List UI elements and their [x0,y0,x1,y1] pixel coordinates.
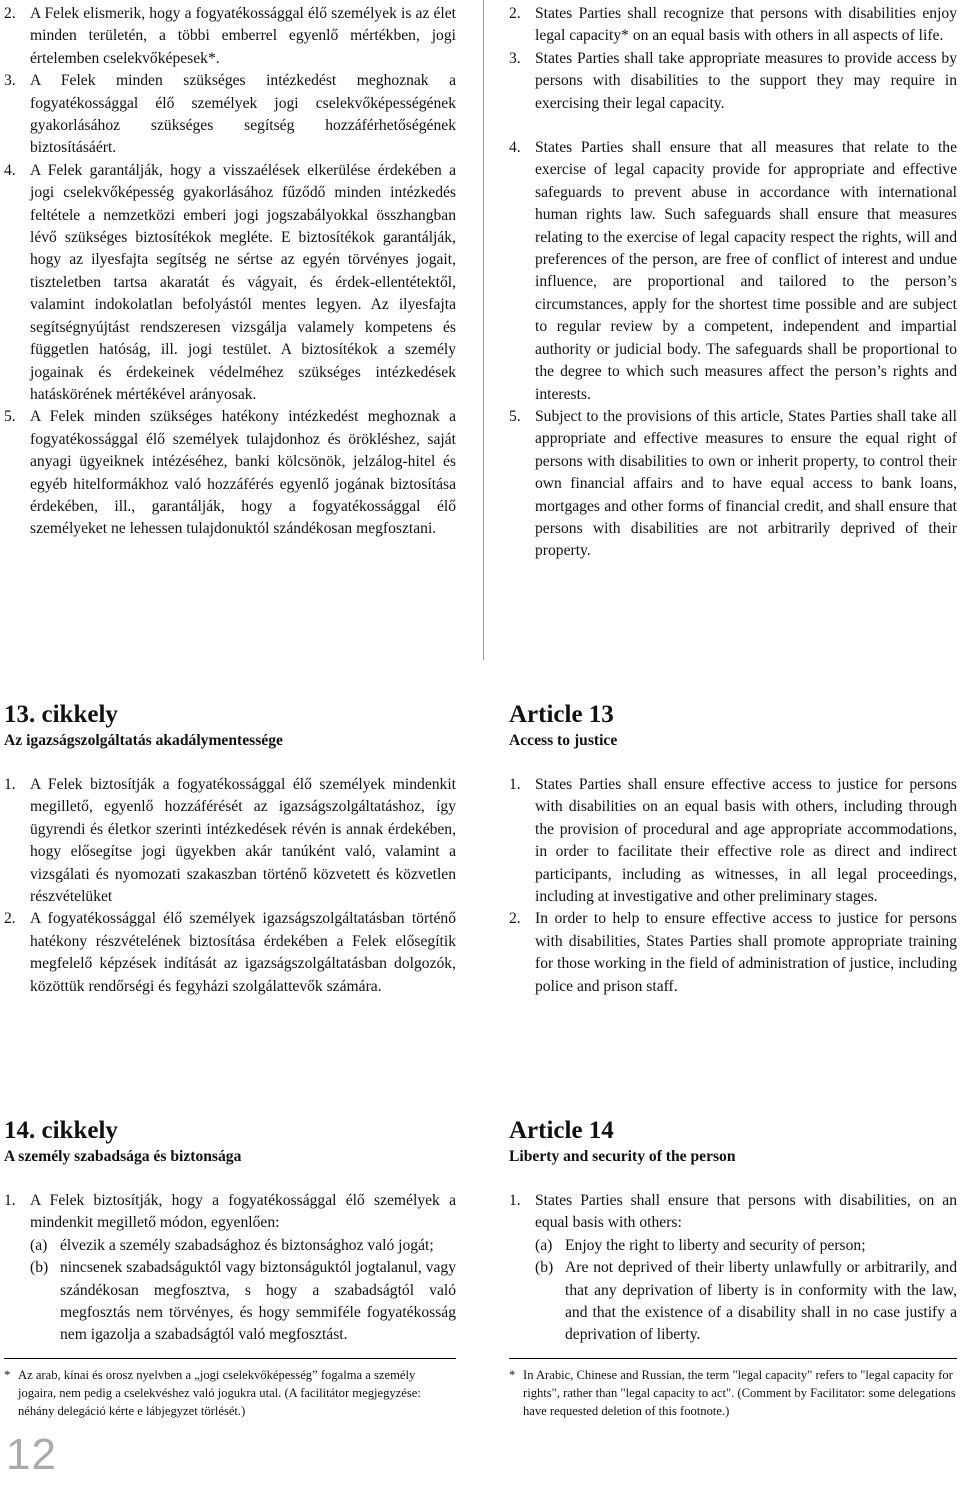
list-item: 1. A Felek biztosítják, hogy a fogyatékossággal élő személyek a mindenkit megillető módon, egyenlően: [4,1192,456,1232]
column-separator [483,0,484,660]
article-title: 14. cikkely [4,1117,118,1144]
footnote-en: * In Arabic, Chinese and Russian, the term "legal capacity" refers to "legal capacity for rights", rather than "legal capacity to act". (Comment by Facilitator: some delegations have requested deletion of this footnote.) [509,1368,956,1418]
article-14-en [509,1116,957,1347]
page-number: 12 [6,1430,57,1479]
list-item: 4. A Felek garantálják, hogy a visszaélések elkerülése érdekében a jogi cselekvőképesség gyakorlásához fűződő minden intézkedés feltétele a nemzetközi emberi jogi jogszabályokkal összhangban lévő szükséges biztosítékok megléte. E biztosítékok garantálják, hogy az ilyesfajta segítség ne sértse az egyén törvényes jogait, tiszteletben tartsa akaratát és vágyait, és érdek-ellentétektől, valamint indokolatlan befolyástól mentes legyen. Az ilyesfajta segítségnyújtást rendszeresen vizsgálja valamely kompetens és független hatóság, ill. jogi testület. A biztosítékok a személy jogainak és érdekeinek védelméhez szükséges intézkedések hatáskörének mértékével arányosak. [4,161,456,403]
list-item: 1. A Felek biztosítják a fogyatékossággal élő személyek mindenkit megillető, egyenlő hozzáférését az igazságszolgáltatáshoz, így ügyrendi és életkor szerinti intézkedések révén is annak érdekében, hogy elősegítse jogi ügyekben akár tanúként való, valamint a vizsgálati és nyomozati szakaszban történő közvetett és közvetlen részvételüket [4,776,456,906]
footnote-hu: * Az arab, kínai és orosz nyelvben a „jogi cselekvőképesség” fogalma a személy jogaira, nem pedig a cselekvéshez való jogukra utal. (A facilitátor megjegyzése: néhány delegáció kérte e lábjegyzet törlését.) [4,1368,421,1418]
footnote-rule [4,1358,456,1359]
list-item: 2. A fogyatékossággal élő személyek igazságszolgáltatásban történő hatékony részvételének biztosítása érdekében a Felek elősegítik megfelelő képzések indítását az igazságszolgáltatásban dolgozók, közöttük rendőrségi és fegyházi szolgálattevők számára. [4,910,456,995]
sub-list-item: (a) Enjoy the right to liberty and security of person; [535,1236,866,1254]
list-item: 2. States Parties shall recognize that persons with disabilities enjoy legal capacity* on an equal basis with others in all aspects of life. [509,5,957,45]
article-subtitle: Az igazságszolgáltatás akadálymentessége [4,732,283,749]
sub-list [30,1235,456,1347]
article-13-en [509,700,957,998]
list-item: 3. States Parties shall take appropriate measures to provide access by persons with disabilities to the support they may require in exercising their legal capacity. [509,49,957,112]
article-title: Article 13 [509,701,614,728]
list-item: 5. A Felek minden szükséges hatékony intézkedést meghoznak a fogyatékossággal élő személyek tulajdonhoz és örökléshez, saját anyagi ügyeiknek intézéséhez, banki kölcsönök, jelzálog-hitel és egyéb hitelformákhoz való hozzáférés egyenlő jogának biztosítása érdekében, ill., garantálják, hogy a fogyatékossággal élő személyeket ne lehessen tulajdonuktól szándékosan megfosztani. [4,408,456,538]
list-item: 2. In order to help to ensure effective access to justice for persons with disabilities, States Parties shall promote appropriate training for those working in the field of administration of justice, including police and prison staff. [509,910,957,995]
article-14-hu [4,1116,456,1347]
list-item: 3. A Felek minden szükséges intézkedést meghoznak a fogyatékossággal élő személyek jogi cselekvőképességének gyakorlásához szükséges segítség hozzáférhetőségének biztosításáért. [4,72,456,157]
article-13-hu [4,700,456,998]
list-item: 4. States Parties shall ensure that all measures that relate to the exercise of legal capacity provide for appropriate and effective safeguards to prevent abuse in accordance with international human rights law. Such safeguards shall ensure that measures relating to the exercise of legal capacity respect the rights, will and preferences of the person, are free of conflict of interest and undue influence, are proportional and tailored to the person’s circumstances, apply for the shortest time possible and are subject to regular review by a competent, independent and impartial authority or judicial body. The safeguards shall be proportional to the degree to which such measures affect the person’s rights and interests. [509,139,957,403]
top-right-column [509,3,957,563]
sub-list-item: (b) Are not deprived of their liberty unlawfully or arbitrarily, and that any deprivation of liberty is in conformity with the law, and that the existence of a disability shall in no case justify a deprivation of liberty. [535,1259,957,1344]
article-title: Article 14 [509,1117,614,1144]
sub-list [535,1235,957,1347]
list-item: 1. States Parties shall ensure effective access to justice for persons with disabilities on an equal basis with others, including through the provision of procedural and age appropriate accommodations, in order to facilitate their effective role as direct and indirect participants, including as witnesses, in all legal proceedings, including at investigative and other preliminary stages. [509,776,957,906]
article-title: 13. cikkely [4,701,118,728]
list-item: 1. States Parties shall ensure that persons with disabilities, on an equal basis with others: [509,1192,957,1232]
list-item: 5. Subject to the provisions of this article, States Parties shall take all appropriate and effective measures to ensure the equal right of persons with disabilities to own or inherit property, to control their own financial affairs and to have equal access to bank loans, mortgages and other forms of financial credit, and shall ensure that persons with disabilities are not arbitrarily deprived of their property. [509,407,957,560]
sub-list-item: (a) élvezik a személy szabadsághoz és biztonsághoz való jogát; [30,1236,434,1254]
list-item: 2. A Felek elismerik, hogy a fogyatékossággal élő személyek is az élet minden területén, a többi emberrel egyenlő mértékben, jogi értelemben cselekvőképesek*. [4,5,456,67]
article-subtitle: A személy szabadsága és biztonsága [4,1148,242,1165]
top-left-column [4,3,456,541]
footnote-rule [509,1358,957,1359]
article-subtitle: Access to justice [509,732,618,749]
article-subtitle: Liberty and security of the person [509,1148,736,1165]
sub-list-item: (b) nincsenek szabadságuktól vagy biztonságuktól jogtalanul, vagy szándékosan megfosztva, s hogy a szabadságtól való megfosztás nem törvényes, és hogy semmiféle fogyatékosság nem igazolja a szabadságtól való megfosztást. [30,1259,456,1344]
